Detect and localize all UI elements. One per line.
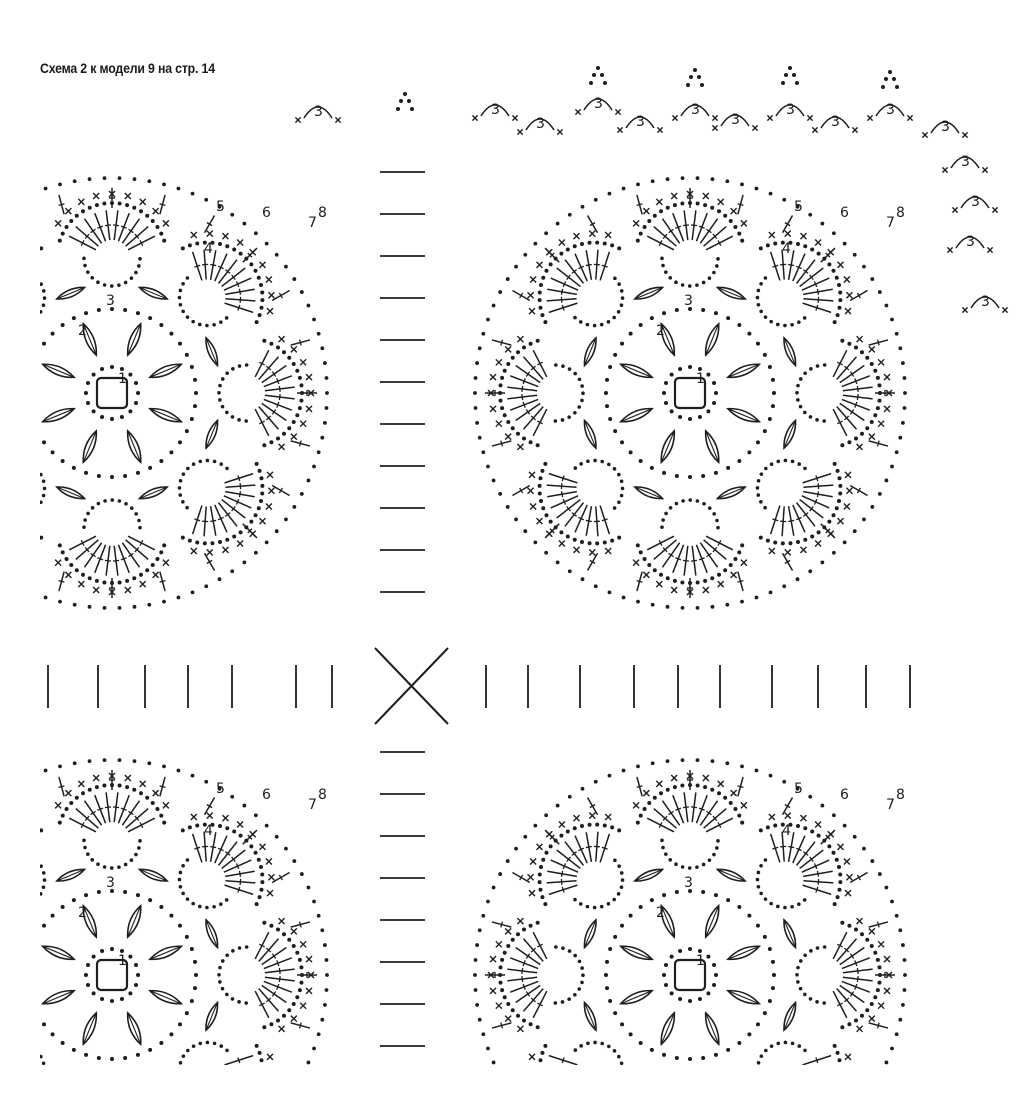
round-label-7: 7 <box>308 215 317 231</box>
motif-layer <box>0 176 907 1104</box>
round-label-4: 4 <box>782 241 791 257</box>
picot-label: 3 <box>636 114 645 130</box>
edge-picots <box>295 66 1007 313</box>
round-label-2: 2 <box>78 905 87 921</box>
round-label-8: 8 <box>318 787 327 803</box>
picot <box>942 154 987 173</box>
dot-cluster <box>686 68 704 87</box>
round-label-3: 3 <box>106 875 115 891</box>
round-label-3: 3 <box>106 293 115 309</box>
dot-cluster <box>781 66 799 85</box>
picot-label: 3 <box>314 104 323 120</box>
picot <box>962 294 1007 313</box>
round-label-6: 6 <box>262 787 271 803</box>
round-label-8: 8 <box>318 205 327 221</box>
dot-cluster <box>396 92 414 111</box>
round-label-3: 3 <box>684 875 693 891</box>
picot-label: 3 <box>966 234 975 250</box>
round-label-7: 7 <box>308 797 317 813</box>
round-number-labels <box>78 199 905 969</box>
round-label-1: 1 <box>696 371 705 387</box>
picot <box>575 96 620 115</box>
picot-label: 3 <box>491 102 500 118</box>
picot-label: 3 <box>971 194 980 210</box>
round-label-3: 3 <box>684 293 693 309</box>
round-label-5: 5 <box>794 781 803 797</box>
round-label-4: 4 <box>204 823 213 839</box>
picot-label: 3 <box>691 102 700 118</box>
picot-label: 3 <box>536 116 545 132</box>
dot-cluster <box>881 70 899 89</box>
round-label-5: 5 <box>794 199 803 215</box>
motif <box>473 758 907 1104</box>
picot-label: 3 <box>981 294 990 310</box>
picot <box>712 112 757 131</box>
round-label-2: 2 <box>656 323 665 339</box>
round-label-1: 1 <box>118 371 127 387</box>
round-label-1: 1 <box>696 953 705 969</box>
round-label-6: 6 <box>840 205 849 221</box>
motif <box>473 176 907 610</box>
picot <box>952 194 997 213</box>
round-label-2: 2 <box>78 323 87 339</box>
picot-label: 3 <box>731 112 740 128</box>
round-label-5: 5 <box>216 199 225 215</box>
picot-label: 3 <box>961 154 970 170</box>
picot-label: 3 <box>594 96 603 112</box>
picot <box>672 102 717 121</box>
round-label-8: 8 <box>896 205 905 221</box>
chart-caption: Схема 2 к модели 9 на стр. 14 <box>40 60 215 76</box>
round-label-7: 7 <box>886 797 895 813</box>
picot <box>867 102 912 121</box>
picot <box>517 116 562 135</box>
joining-chains <box>48 172 910 1046</box>
round-label-6: 6 <box>262 205 271 221</box>
picot-label: 3 <box>886 102 895 118</box>
picot <box>947 234 992 253</box>
picot <box>767 102 812 121</box>
round-label-4: 4 <box>782 823 791 839</box>
round-label-2: 2 <box>656 905 665 921</box>
picot-label: 3 <box>831 114 840 130</box>
picot <box>472 102 517 121</box>
picot <box>812 114 857 133</box>
picot-label: 3 <box>786 102 795 118</box>
round-label-4: 4 <box>204 241 213 257</box>
round-label-5: 5 <box>216 781 225 797</box>
motif <box>0 758 329 1104</box>
motif <box>0 176 329 610</box>
picot <box>617 114 662 133</box>
picot <box>922 119 967 138</box>
picot-label: 3 <box>941 119 950 135</box>
round-label-6: 6 <box>840 787 849 803</box>
round-label-8: 8 <box>896 787 905 803</box>
dot-cluster <box>589 66 607 85</box>
round-label-7: 7 <box>886 215 895 231</box>
round-label-1: 1 <box>118 953 127 969</box>
picot <box>295 104 340 123</box>
